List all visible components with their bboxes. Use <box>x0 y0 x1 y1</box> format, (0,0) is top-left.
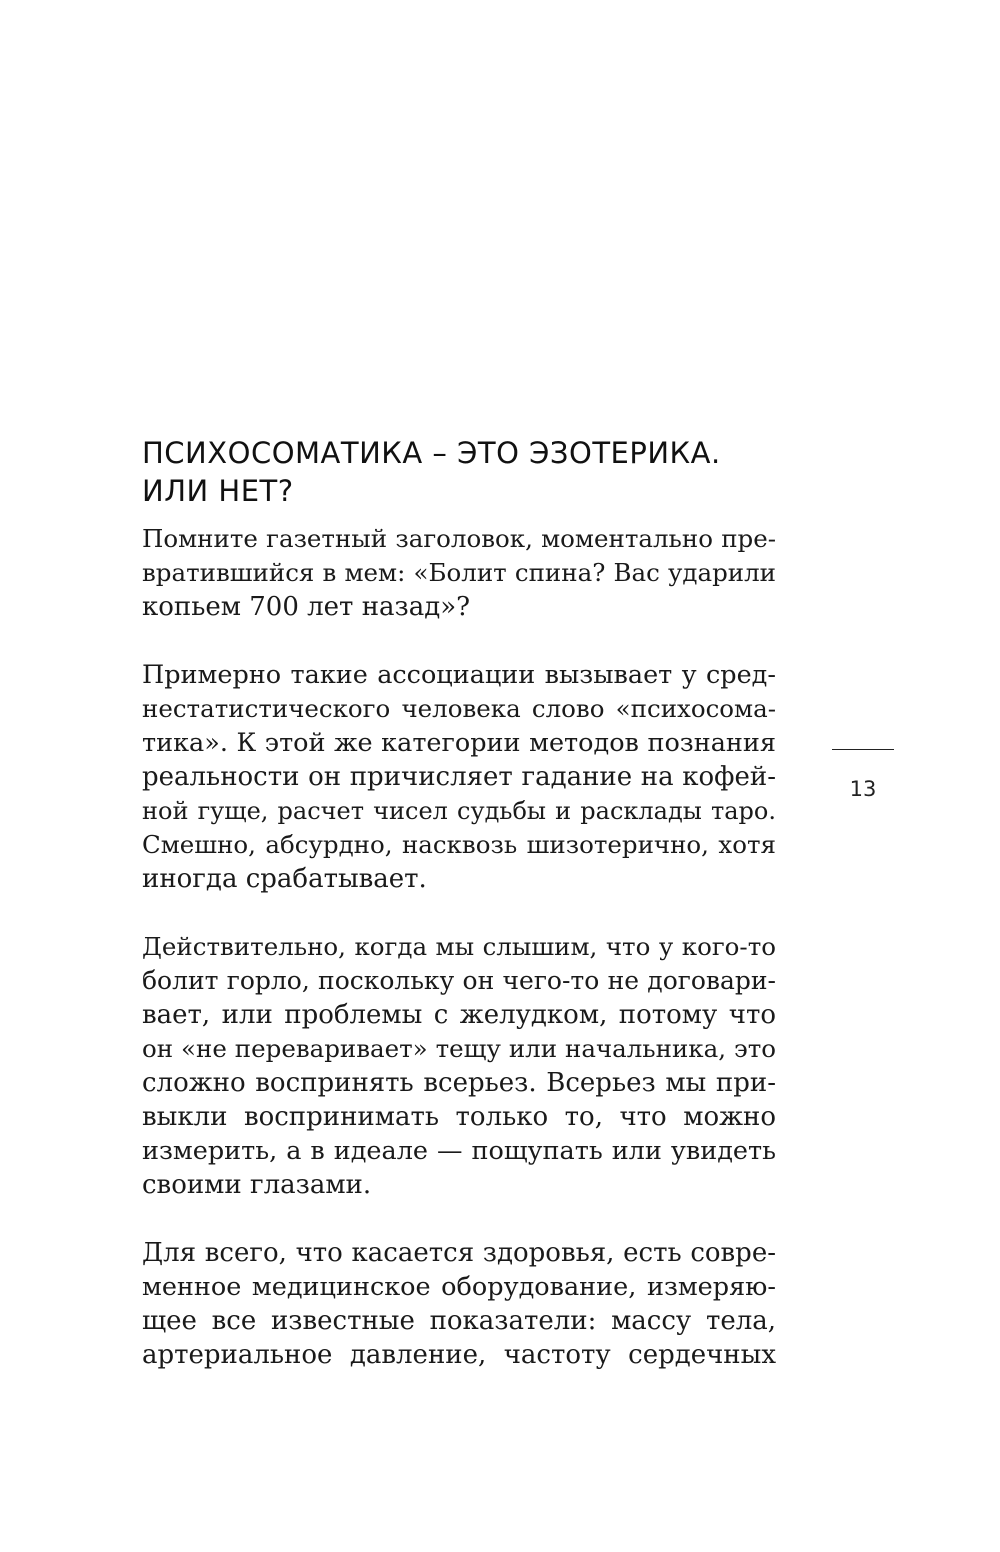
text-line: нестатистического человека слово «психосома- <box>142 694 776 723</box>
text-line: тика». К этой же категории методов познания <box>142 728 776 758</box>
text-line: Для всего, что касается здоровья, есть совре- <box>142 1238 776 1268</box>
text-line: щее все известные показатели: массу тела, <box>142 1306 776 1336</box>
page-number-rule <box>832 749 894 750</box>
paragraph-4 <box>142 1236 776 1372</box>
text-line: менное медицинское оборудование, измеряю- <box>142 1272 776 1302</box>
body-text <box>142 522 776 1406</box>
text-line: вает, или проблемы с желудком, потому что <box>142 1000 776 1030</box>
text-line: Действительно, когда мы слышим, что у кого-то <box>142 932 776 961</box>
text-line: выкли воспринимать только то, что можно <box>142 1102 776 1132</box>
text-line: своими глазами. <box>142 1170 372 1200</box>
text-line: вратившийся в мем: «Болит спина? Вас ударили <box>142 558 776 587</box>
text-line: иногда срабатывает. <box>142 864 427 894</box>
chapter-heading <box>142 434 782 510</box>
text-line: Смешно, абсурдно, насквозь шизотерично, хотя <box>142 830 776 859</box>
heading-line: ПСИХОСОМАТИКА – ЭТО ЭЗОТЕРИКА. <box>142 436 721 470</box>
page-number: 13 <box>849 777 877 801</box>
text-line: ной гуще, расчет чисел судьбы и расклады таро. <box>142 797 776 825</box>
text-line: Помните газетный заголовок, моментально пре- <box>142 524 776 553</box>
text-line: артериальное давление, частоту сердечных <box>142 1340 776 1370</box>
text-line: он «не переваривает» тещу или начальника, это <box>142 1034 776 1063</box>
text-line: реальности он причисляет гадание на кофей- <box>142 762 776 792</box>
text-line: сложно воспринять всерьез. Всерьез мы при- <box>142 1068 776 1098</box>
paragraph-3 <box>142 930 776 1202</box>
paragraph-2 <box>142 658 776 896</box>
paragraph-1 <box>142 522 776 624</box>
text-line: копьем 700 лет назад»? <box>142 592 471 622</box>
text-line: Примерно такие ассоциации вызывает у сред- <box>142 660 776 690</box>
heading-line: ИЛИ НЕТ? <box>142 474 294 508</box>
text-line: болит горло, поскольку он чего-то не договари- <box>142 966 776 995</box>
text-line: измерить, а в идеале — пощупать или увидеть <box>142 1136 776 1166</box>
